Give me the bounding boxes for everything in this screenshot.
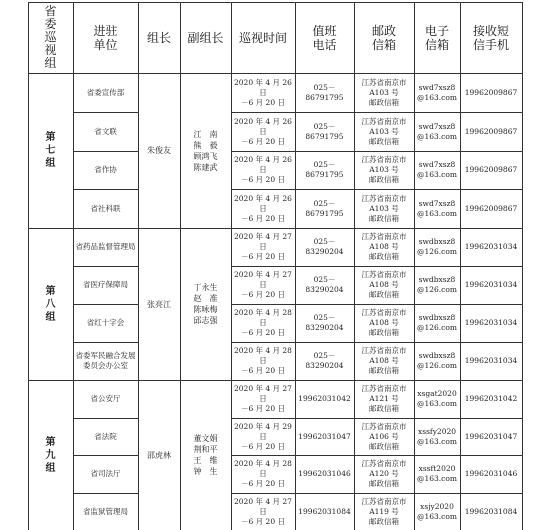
row-unit [73,380,138,418]
header-deputy [180,2,231,73]
column-divider [295,2,296,530]
row-email [414,266,460,304]
row-unit [73,418,138,455]
row-divider [73,266,138,267]
row-phone [295,266,354,304]
column-divider [73,2,74,530]
group-leader [138,228,180,380]
row-divider [73,189,138,190]
row-email [414,418,460,455]
row-postal [354,151,414,189]
column-divider [231,2,232,530]
row-email-text: xssfy2020 @163.com [416,426,458,446]
row-postal [354,266,414,304]
row-postal [354,112,414,151]
row-time [231,266,295,304]
column-divider [180,2,181,530]
row-phone-text: 025－83290204 [305,351,344,370]
row-time-text: 2020 年 4 月 29 日 －6 月 20 日 [234,421,292,451]
row-phone [295,342,354,380]
row-sms [460,266,522,304]
row-postal [354,418,414,455]
row-time-text: 2020 年 4 月 27 日 －6 月 20 日 [234,384,292,413]
row-sms-text: 19962009867 [464,126,518,136]
row-phone [295,304,354,342]
row-sms-text: 19962031042 [464,394,518,403]
row-email-text: swd7xsz8 @163.com [416,198,458,218]
row-unit-text: 省红十字会 [86,318,125,327]
row-phone [295,493,354,530]
group-name-text: 第八组 [45,285,56,323]
row-email [414,228,460,266]
row-phone-text: 19962031047 [298,431,351,441]
row-email-text: swd7xsz8 @163.com [416,121,458,141]
row-phone-text: 025－86791795 [305,121,344,141]
row-postal [354,228,414,266]
header-unit-text: 进驻 单位 [93,23,118,52]
row-unit [73,455,138,493]
group-leader-text: 朱俊友 [147,146,171,155]
row-time [231,418,295,455]
row-divider [73,151,138,152]
row-postal-text: 江苏省南京市 A103 号 邮政信箱 [361,193,407,223]
row-sms-text: 19962031046 [464,469,518,478]
row-postal [354,455,414,493]
row-time [231,112,295,151]
row-postal-text: 江苏省南京市 A120 号 邮政信箱 [361,459,407,488]
row-email [414,73,460,112]
row-divider [73,304,138,305]
row-phone-text: 19962031084 [298,506,351,516]
row-sms-text: 19962009867 [464,87,518,97]
row-unit [73,73,138,112]
row-phone [295,418,354,455]
row-divider [231,266,522,267]
row-postal [354,493,414,530]
group-deputies [180,380,231,530]
table-right-border [522,2,523,530]
row-time [231,304,295,342]
row-sms [460,189,522,228]
header-leader-text: 组长 [146,30,171,45]
row-postal-text: 江苏省南京市 A121 号 邮政信箱 [361,384,407,413]
row-postal [354,189,414,228]
row-email [414,455,460,493]
row-unit-text: 省文联 [94,126,117,136]
group-deputies-text: 丁永生 赵 准 陈咏梅 邱志强 [193,283,218,325]
group-name-text: 第九组 [45,436,56,474]
row-sms [460,304,522,342]
row-phone-text: 025－83290204 [305,237,344,256]
row-unit [73,266,138,304]
row-phone [295,189,354,228]
row-email [414,342,460,380]
column-divider [460,2,461,530]
row-email-text: xssft2020 @163.com [416,464,458,483]
column-divider [138,2,139,530]
row-email-text: swdbxsz8 @126.com [416,313,458,332]
row-time-text: 2020 年 4 月 27 日 －6 月 20 日 [234,496,292,526]
header-phone-text: 值班 电话 [312,23,337,52]
row-postal-text: 江苏省南京市 A108 号 邮政信箱 [361,308,407,337]
row-sms-text: 19962009867 [464,203,518,213]
header-time [231,2,295,73]
row-time [231,151,295,189]
group-leader [138,380,180,530]
row-divider [73,112,138,113]
row-postal [354,304,414,342]
column-divider [414,2,415,530]
row-sms [460,228,522,266]
row-phone-text: 025－86791795 [305,160,344,179]
group-divider [28,228,522,229]
row-time-text: 2020 年 4 月 28 日 －6 月 20 日 [234,459,292,488]
header-email-text: 电子 信箱 [424,23,449,52]
table-top-border [28,2,522,3]
row-postal-text: 江苏省南京市 A108 号 邮政信箱 [361,270,407,299]
row-divider [231,189,522,190]
group-name [28,228,73,380]
row-phone [295,455,354,493]
row-unit-text: 省司法厅 [90,469,121,478]
row-email [414,189,460,228]
row-sms [460,151,522,189]
header-time-text: 巡视时间 [238,30,287,45]
row-time-text: 2020 年 4 月 26 日 －6 月 20 日 [234,116,292,146]
table-left-border [28,2,29,530]
row-sms [460,73,522,112]
row-email-text: swdbxsz8 @126.com [416,351,458,370]
row-email-text: swd7xsz8 @163.com [416,160,458,179]
header-group-text: 省委巡视组 [44,4,57,70]
row-time [231,493,295,530]
row-time [231,380,295,418]
row-divider [231,493,522,494]
row-postal-text: 江苏省南京市 A106 号 邮政信箱 [361,421,407,451]
row-unit-text: 省法院 [94,431,117,441]
row-phone-text: 025－83290204 [305,275,344,294]
row-sms-text: 19962031034 [464,318,518,327]
row-time [231,455,295,493]
column-divider [354,2,355,530]
group-leader [138,73,180,228]
row-email [414,493,460,530]
group-divider [28,380,522,381]
header-sms-text: 接收短 信手机 [472,23,509,52]
row-postal [354,380,414,418]
row-email-text: xsgat2020 @163.com [416,389,458,408]
row-time [231,228,295,266]
row-divider [231,418,522,419]
row-time-text: 2020 年 4 月 26 日 －6 月 20 日 [234,155,292,184]
row-postal [354,342,414,380]
row-sms-text: 19962031034 [464,356,518,365]
row-unit-text: 省委军民融合发展 委员会办公室 [75,351,136,370]
row-time-text: 2020 年 4 月 27 日 －6 月 20 日 [234,232,292,261]
row-postal-text: 江苏省南京市 A108 号 邮政信箱 [361,232,407,261]
row-sms-text: 19962031084 [464,506,518,516]
row-unit [73,151,138,189]
row-unit [73,493,138,530]
row-time-text: 2020 年 4 月 28 日 －6 月 20 日 [234,308,292,337]
row-postal [354,73,414,112]
row-sms-text: 19962031034 [464,242,518,251]
header-unit [73,2,138,73]
group-name [28,73,73,228]
row-phone-text: 025－86791795 [305,198,344,218]
row-divider [73,493,138,494]
row-sms [460,455,522,493]
row-phone [295,112,354,151]
group-leader-text: 邵虎林 [147,450,171,460]
header-email [414,2,460,73]
header-leader [138,2,180,73]
row-phone-text: 19962031042 [298,394,351,403]
row-sms-text: 19962031034 [464,280,518,289]
row-time [231,342,295,380]
row-phone-text: 025－86791795 [305,82,344,102]
row-divider [231,304,522,305]
row-phone [295,228,354,266]
row-divider [73,342,138,343]
row-sms-text: 19962009867 [464,165,518,174]
row-unit-text: 省监狱管理局 [83,506,128,516]
row-time-text: 2020 年 4 月 27 日 －6 月 20 日 [234,270,292,299]
row-postal-text: 江苏省南京市 A103 号 邮政信箱 [361,155,407,184]
header-sms [460,2,522,73]
row-divider [231,342,522,343]
header-group [28,2,73,73]
row-postal-text: 江苏省南京市 A103 号 邮政信箱 [361,77,407,107]
row-unit-text: 省医疗保障局 [83,280,128,289]
group-name [28,380,73,530]
row-email-text: swdbxsz8 @126.com [416,275,458,294]
row-postal-text: 江苏省南京市 A108 号 邮政信箱 [361,346,407,375]
group-leader-text: 张亮江 [147,299,171,309]
row-divider [231,112,522,113]
row-unit-text: 省药品监督管理局 [75,242,136,251]
row-divider [73,418,138,419]
row-divider [73,455,138,456]
row-phone [295,380,354,418]
row-email-text: xsjy2020 @163.com [416,501,458,521]
row-time-text: 2020 年 4 月 26 日 －6 月 20 日 [234,193,292,223]
header-bottom-border [28,73,522,74]
row-email-text: swd7xsz8 @163.com [416,82,458,102]
row-time-text: 2020 年 4 月 26 日 －6 月 20 日 [234,77,292,107]
row-sms-text: 19962031047 [464,431,518,441]
header-phone [295,2,354,73]
row-email [414,380,460,418]
group-deputies [180,228,231,380]
row-sms [460,418,522,455]
row-email-text: swdbxsz8 @126.com [416,237,458,256]
row-email [414,112,460,151]
header-postal [354,2,414,73]
row-postal-text: 江苏省南京市 A103 号 邮政信箱 [361,116,407,146]
row-unit [73,304,138,342]
group-deputies-text: 董文娟 荆和平 王 维 钟 生 [193,434,218,476]
row-time [231,73,295,112]
row-unit-text: 省公安厅 [90,394,121,403]
row-phone-text: 025－83290204 [305,313,344,332]
row-email [414,151,460,189]
row-sms [460,342,522,380]
row-unit-text: 省委宣传部 [86,87,125,97]
row-divider [231,455,522,456]
row-unit [73,228,138,266]
row-unit-text: 省作协 [94,165,117,174]
header-deputy-text: 副组长 [187,30,224,45]
row-time [231,189,295,228]
row-unit-text: 省社科联 [90,203,121,213]
row-phone [295,73,354,112]
row-unit [73,189,138,228]
row-unit [73,342,138,380]
row-phone-text: 19962031046 [298,469,351,478]
row-sms [460,493,522,530]
group-deputies [180,73,231,228]
row-sms [460,380,522,418]
row-email [414,304,460,342]
group-name-text: 第七组 [45,132,56,169]
row-phone [295,151,354,189]
group-deputies-text: 江 南 熊 毅 顾鸿飞 陈建武 [193,129,218,172]
row-divider [231,151,522,152]
row-time-text: 2020 年 4 月 28 日 －6 月 20 日 [234,346,292,375]
header-postal-text: 邮政 信箱 [371,23,396,52]
row-postal-text: 江苏省南京市 A119 号 邮政信箱 [361,496,407,526]
row-unit [73,112,138,151]
row-sms [460,112,522,151]
